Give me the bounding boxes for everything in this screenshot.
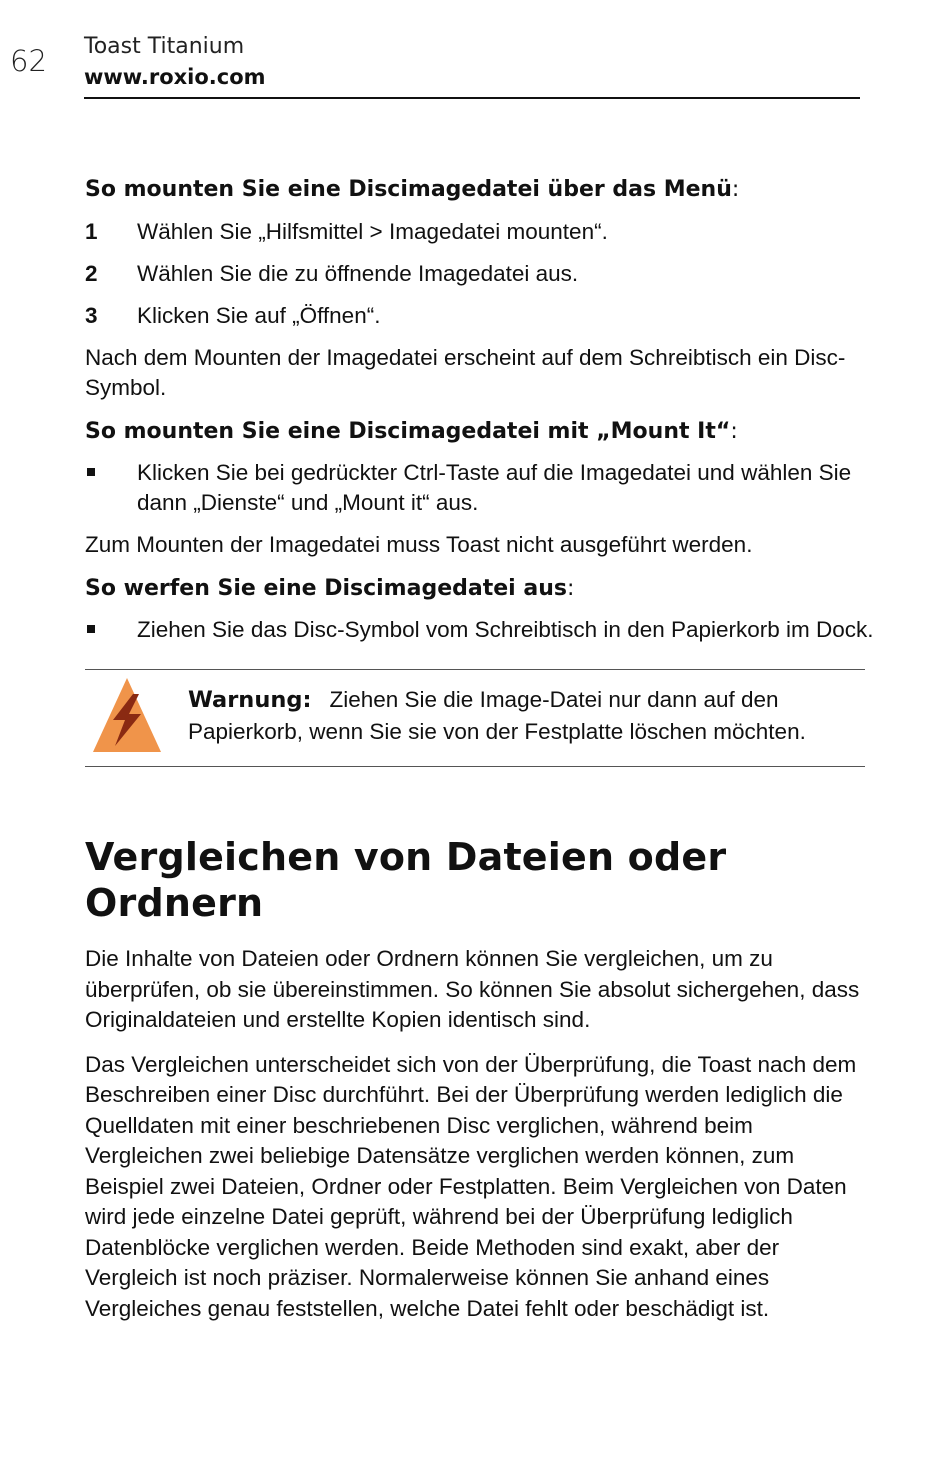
bullet-text: Ziehen Sie das Disc-Symbol vom Schreibtisch in den Papierkorb im Dock. <box>137 617 874 643</box>
step-item <box>85 301 875 331</box>
step-number: 3 <box>85 302 98 328</box>
warning-label: Warnung: <box>188 687 312 714</box>
paragraph: Das Vergleichen unterscheidet sich von der Überprüfung, die Toast nach dem Beschreiben einer Disc durchführt. Bei der Überprüfung werden lediglich die Quelldaten mit einer beschriebenen Disc verglichen, während beim Vergleichen zwei beliebige Datensätze verglichen werden können, zum Beispiel zwei Dateien, Ordner oder Festplatten. Beim Vergleichen von Daten wird jede einzelne Datei geprüft, während bei der Überprüfung lediglich Datenblöcke verglichen werden. Beide Methoden sind exakt, aber der Vergleich ist noch präziser. Normalerweise können Sie anhand eines Vergleiches genau feststellen, welche Datei fehlt oder beschädigt ist. <box>85 1051 857 1321</box>
header-rule <box>84 97 860 99</box>
paragraph-toast-note: Zum Mounten der Imagedatei muss Toast nicht ausgeführt werden. <box>85 532 753 558</box>
procedure-heading-mount-it-text: So mounten Sie eine Discimagedatei mit „Mount It“ <box>85 418 731 444</box>
paragraph-mount-note: Nach dem Mounten der Imagedatei erscheint auf dem Schreibtisch ein Disc-Symbol. <box>85 344 846 401</box>
paragraph: Die Inhalte von Dateien oder Ordnern können Sie vergleichen, um zu überprüfen, ob sie übereinstimmen. So können Sie absolut sichergehen, dass Originaldateien und erstellte Kopien identisch sind. <box>85 946 860 1033</box>
procedure-heading-colon: : <box>566 575 575 601</box>
page-content <box>85 176 875 1338</box>
bullet-item <box>85 615 875 645</box>
procedure-heading-colon: : <box>731 177 740 202</box>
procedure-heading-mount-it <box>85 418 875 447</box>
step-number: 2 <box>85 260 98 286</box>
step-item <box>85 259 875 289</box>
step-number: 1 <box>85 218 98 244</box>
step-text: Wählen Sie die zu öffnende Imagedatei aus. <box>137 260 579 286</box>
header-url: www.roxio.com <box>84 65 266 89</box>
procedure-heading-colon: : <box>730 418 738 444</box>
bullet-text: Klicken Sie bei gedrückter Ctrl-Taste auf die Imagedatei und wählen Sie dann „Dienste“ und „Mount it“ aus. <box>137 460 852 516</box>
warning-message: Ziehen Sie die Image-Datei nur dann auf den Papierkorb, wenn Sie sie von der Festplatte löschen möchten. <box>188 687 806 745</box>
procedure-heading-menu-text: So mounten Sie eine Discimagedatei über das Menü <box>85 177 732 202</box>
header-title: Toast Titanium <box>84 34 245 59</box>
warning-lightning-icon <box>91 676 163 754</box>
procedure-heading-eject-text: So werfen Sie eine Discimagedatei aus <box>85 575 567 601</box>
step-text: Klicken Sie auf „Öffnen“. <box>137 302 381 328</box>
procedure-heading-menu <box>85 176 875 205</box>
step-item <box>85 217 875 247</box>
step-text: Wählen Sie „Hilfsmittel > Imagedatei mounten“. <box>137 218 608 244</box>
section-title: Vergleichen von Dateien oder Ordnern <box>85 835 727 925</box>
bullet-item <box>85 458 875 518</box>
warning-box <box>85 669 865 767</box>
procedure-heading-eject <box>85 575 875 604</box>
warning-text-block <box>188 684 858 747</box>
bullet-square-icon <box>85 615 137 645</box>
page-number: 62 <box>10 44 47 78</box>
bullet-square-icon <box>85 458 137 518</box>
